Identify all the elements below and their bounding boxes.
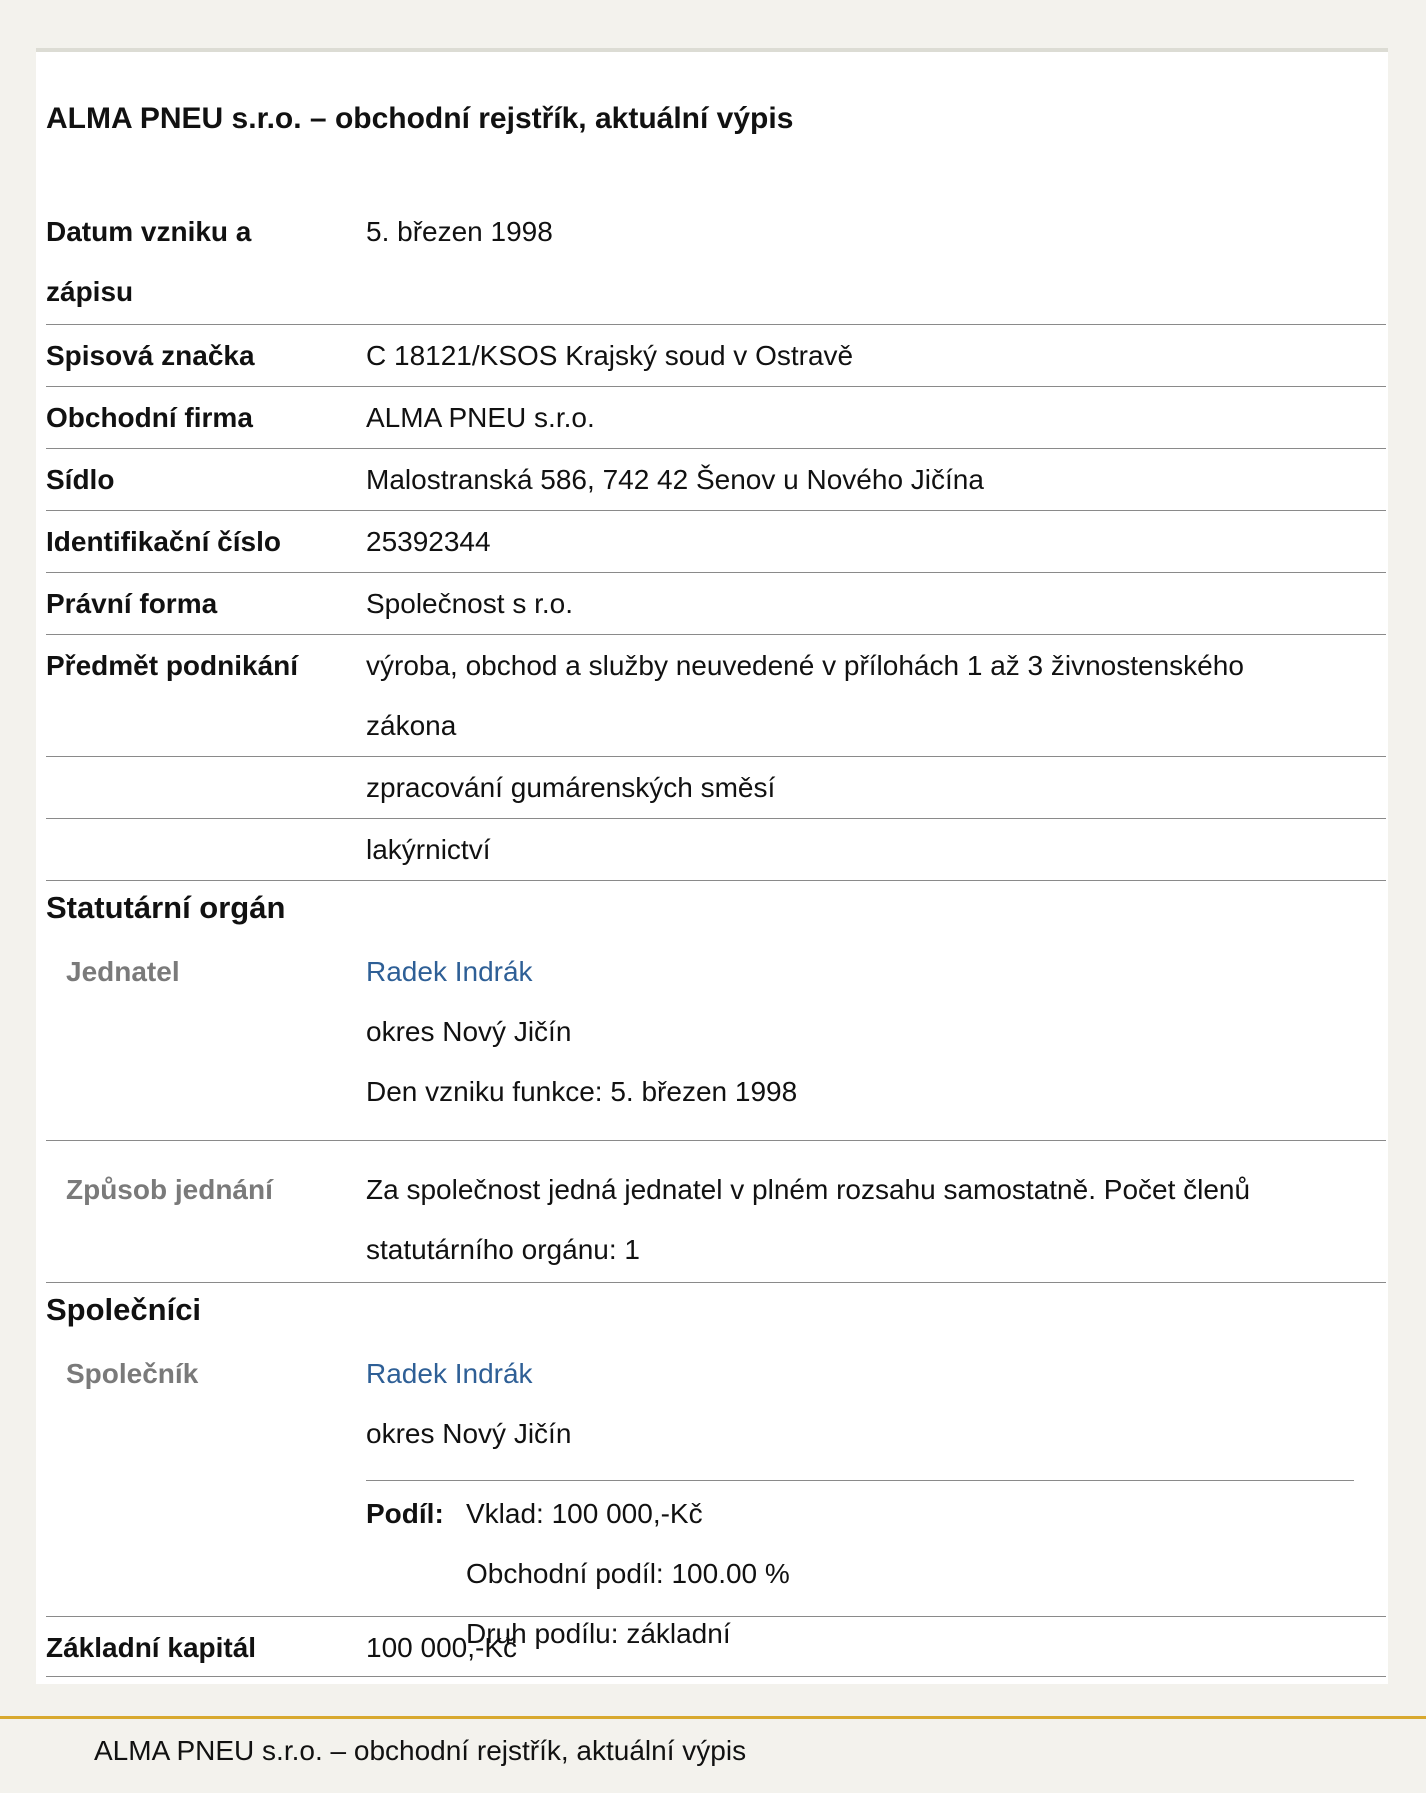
footer-title: ALMA PNEU s.r.o. – obchodní rejstřík, aktuální výpis xyxy=(94,1735,747,1766)
divider xyxy=(46,324,1386,325)
predmet-item: zpracování gumárenských směsí xyxy=(366,772,776,803)
predmet-item-cont: zákona xyxy=(366,710,457,741)
row-identifikacni-cislo xyxy=(46,512,1386,572)
row-pravni-forma xyxy=(46,574,1386,634)
podil-obchodni: Obchodní podíl: 100.00 % xyxy=(466,1558,790,1589)
podil-vklad: Vklad: 100 000,-Kč xyxy=(466,1498,703,1529)
jednatel-okres: okres Nový Jičín xyxy=(366,1016,572,1047)
spolecnik-label: Společník xyxy=(66,1358,199,1389)
jednatel-name-link[interactable]: Radek Indrák xyxy=(366,956,533,987)
zpusob-line2: statutárního orgánu: 1 xyxy=(366,1234,640,1265)
zpusob-label: Způsob jednání xyxy=(66,1174,273,1205)
datum-label-line1: Datum vzniku a xyxy=(46,216,252,247)
section-heading-statutarni: Statutární orgán xyxy=(46,890,286,925)
sidlo-label: Sídlo xyxy=(46,464,115,495)
ic-label: Identifikační číslo xyxy=(46,526,281,557)
row-predmet-podnikani xyxy=(46,636,1386,756)
divider xyxy=(46,448,1386,449)
divider xyxy=(46,1282,1386,1283)
predmet-item: výroba, obchod a služby neuvedené v přílohách 1 až 3 živnostenského xyxy=(366,650,1244,681)
spis-label: Spisová značka xyxy=(46,340,255,371)
datum-label-line2: zápisu xyxy=(46,276,134,307)
forma-value: Společnost s r.o. xyxy=(366,588,574,619)
row-spisova-znacka xyxy=(46,326,1386,386)
datum-value: 5. březen 1998 xyxy=(366,216,553,247)
row-jednatel xyxy=(46,942,1386,1122)
register-card xyxy=(36,48,1388,1684)
divider xyxy=(46,1140,1386,1141)
firma-value: ALMA PNEU s.r.o. xyxy=(366,402,595,433)
predmet-item: lakýrnictví xyxy=(366,834,491,865)
row-zakladni-kapital xyxy=(46,1618,1386,1678)
kapital-value: 100 000,-Kč xyxy=(366,1632,517,1663)
row-predmet-item-3 xyxy=(46,820,1386,880)
divider xyxy=(46,756,1386,757)
divider xyxy=(46,1616,1386,1617)
spolecnik-okres: okres Nový Jičín xyxy=(366,1418,572,1449)
ic-value: 25392344 xyxy=(366,526,491,557)
section-heading-spolecnici: Společníci xyxy=(46,1292,202,1327)
sidlo-value: Malostranská 586, 742 42 Šenov u Nového Jičína xyxy=(366,464,984,495)
kapital-label: Základní kapitál xyxy=(46,1632,257,1663)
divider xyxy=(46,510,1386,511)
spolecnik-name-link[interactable]: Radek Indrák xyxy=(366,1358,533,1389)
jednatel-label: Jednatel xyxy=(66,956,180,987)
firma-label: Obchodní firma xyxy=(46,402,253,433)
footer xyxy=(0,1716,1426,1793)
bottom-divider xyxy=(46,1676,1386,1677)
row-predmet-item-2 xyxy=(46,758,1386,818)
divider xyxy=(46,634,1386,635)
zpusob-line1: Za společnost jedná jednatel v plném rozsahu samostatně. Počet členů xyxy=(366,1174,1251,1205)
row-datum-vzniku xyxy=(46,202,1386,322)
forma-label: Právní forma xyxy=(46,588,218,619)
divider xyxy=(46,386,1386,387)
divider xyxy=(46,572,1386,573)
podil-label: Podíl: xyxy=(366,1498,444,1529)
page-title: ALMA PNEU s.r.o. – obchodní rejstřík, aktuální výpis xyxy=(46,102,794,135)
podil-druh: Druh podílu: základní xyxy=(466,1618,731,1649)
row-obchodni-firma xyxy=(46,388,1386,448)
predmet-label: Předmět podnikání xyxy=(46,650,299,681)
divider xyxy=(46,818,1386,819)
row-zpusob-jednani xyxy=(46,1160,1386,1280)
jednatel-den-vzniku: Den vzniku funkce: 5. březen 1998 xyxy=(366,1076,798,1107)
row-sidlo xyxy=(46,450,1386,510)
row-spolecnik xyxy=(46,1344,1386,1464)
divider xyxy=(366,1480,1354,1481)
spis-value: C 18121/KSOS Krajský soud v Ostravě xyxy=(366,340,854,371)
